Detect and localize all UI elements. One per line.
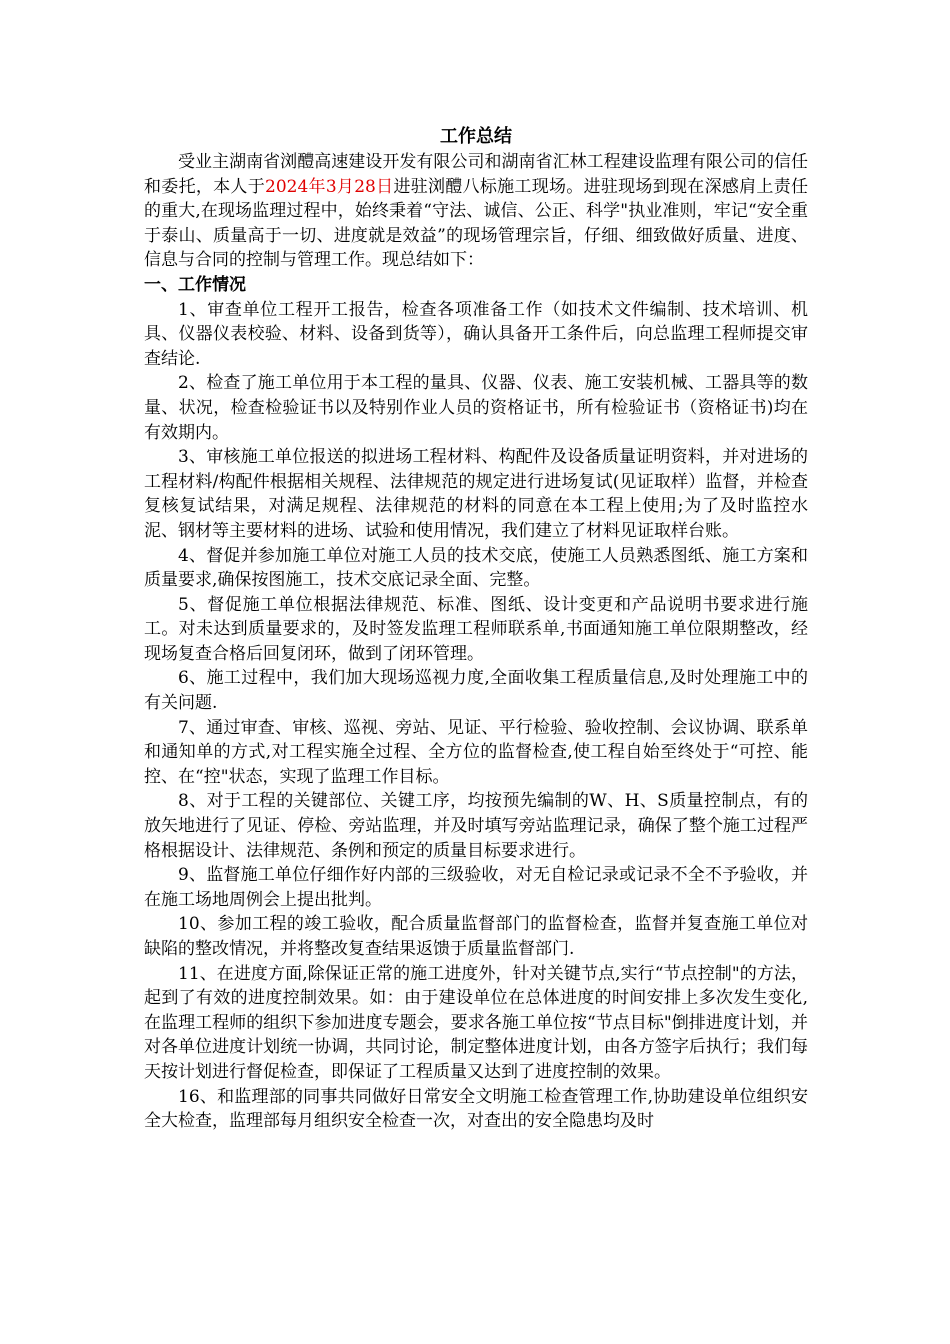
list-item: 7、通过审查、审核、巡视、旁站、见证、平行检验、验收控制、会议协调、联系单和通知单的方式,对工程实施全过程、全方位的监督检查,使工程自始至终处于“可控、能控、在“控"状态，实现了监理工作目标。 bbox=[144, 717, 808, 787]
section-heading-work-status: 一、工作情况 bbox=[144, 274, 246, 295]
list-item: 6、施工过程中，我们加大现场巡视力度,全面收集工程质量信息,及时处理施工中的有关问题. bbox=[144, 668, 808, 714]
list-item: 8、对于工程的关键部位、关键工序，均按预先编制的W、H、S质量控制点，有的放矢地进行了见证、停检、旁站监理，并及时填写旁站监理记录，确保了整个施工过程严格根据设计、法律规范、条例和预定的质量目标要求进行。 bbox=[144, 791, 808, 861]
intro-paragraph bbox=[144, 150, 808, 273]
intro-text-after: 进驻浏醴八标施工现场。进驻现场到现在深感肩上责任的重大,在现场监理过程中，始终秉着“守法、诚信、公正、科学"执业准则，牢记“安全重于泰山、质量高于一切、进度就是效益”的现场管理宗旨，仔细、细致做好质量、进度、信息与合同的控制与管理工作。现总结如下： bbox=[144, 176, 809, 271]
document-body bbox=[144, 124, 808, 1134]
list-item: 11、在进度方面,除保证正常的施工进度外，针对关键节点,实行“节点控制"的方法，起到了有效的进度控制效果。如：由于建设单位在总体进度的时间安排上多次发生变化,在监理工程师的组织下参加进度专题会，要求各施工单位按“节点目标"倒排进度计划，并对各单位进度计划统一协调，共同讨论，制定整体进度计划，由各方签字后执行；我们每天按计划进行督促检查，即保证了工程质量又达到了进度控制的效果。 bbox=[144, 963, 808, 1082]
list-item: 10、参加工程的竣工验收，配合质量监督部门的监督检查，监督并复查施工单位对缺陷的整改情况，并将整改复查结果返馈于质量监督部门. bbox=[144, 914, 808, 959]
list-item: 5、督促施工单位根据法律规范、标准、图纸、设计变更和产品说明书要求进行施工。对未达到质量要求的，及时签发监理工程师联系单,书面通知施工单位限期整改，经现场复查合格后回复闭环，做到了闭环管理。 bbox=[144, 594, 808, 664]
list-item: 9、监督施工单位仔细作好内部的三级验收，对无自检记录或记录不全不予验收，并在施工场地周例会上提出批判。 bbox=[144, 865, 808, 910]
list-item: 2、检查了施工单位用于本工程的量具、仪器、仪表、施工安装机械、工器具等的数量、状况，检查检验证书以及特别作业人员的资格证书，所有检验证书（资格证书)均在有效期内。 bbox=[144, 373, 808, 443]
list-item: 1、审查单位工程开工报告，检查各项准备工作（如技术文件编制、技术培训、机具、仪器仪表校验、材料、设备到货等），确认具备开工条件后，向总监理工程师提交审查结论. bbox=[144, 299, 808, 369]
list-item: 3、审核施工单位报送的拟进场工程材料、构配件及设备质量证明资料，并对进场的工程材料/构配件根据相关规程、法律规范的规定进行进场复试(见证取样）监督，并检查复核复试结果，对满足规程、法律规范的材料的同意在本工程上使用;为了及时监控水泥、钢材等主要材料的进场、试验和使用情况，我们建立了材料见证取样台账。 bbox=[144, 447, 808, 541]
list-item: 16、和监理部的同事共同做好日常安全文明施工检查管理工作,协助建设单位组织安全大检查，监理部每月组织安全检查一次，对查出的安全隐患均及时 bbox=[144, 1086, 808, 1132]
list-item: 4、督促并参加施工单位对施工人员的技术交底，使施工人员熟悉图纸、施工方案和质量要求,确保按图施工，技术交底记录全面、完整。 bbox=[144, 545, 808, 591]
intro-text-before: 受业主湖南省浏醴高速建设开发有限公司和湖南省汇林工程建设监理有限公司的信任和委托，本人于 bbox=[144, 152, 808, 197]
intro-date: 2024年3月28日 bbox=[265, 176, 394, 197]
document-title: 工作总结 bbox=[440, 126, 512, 147]
